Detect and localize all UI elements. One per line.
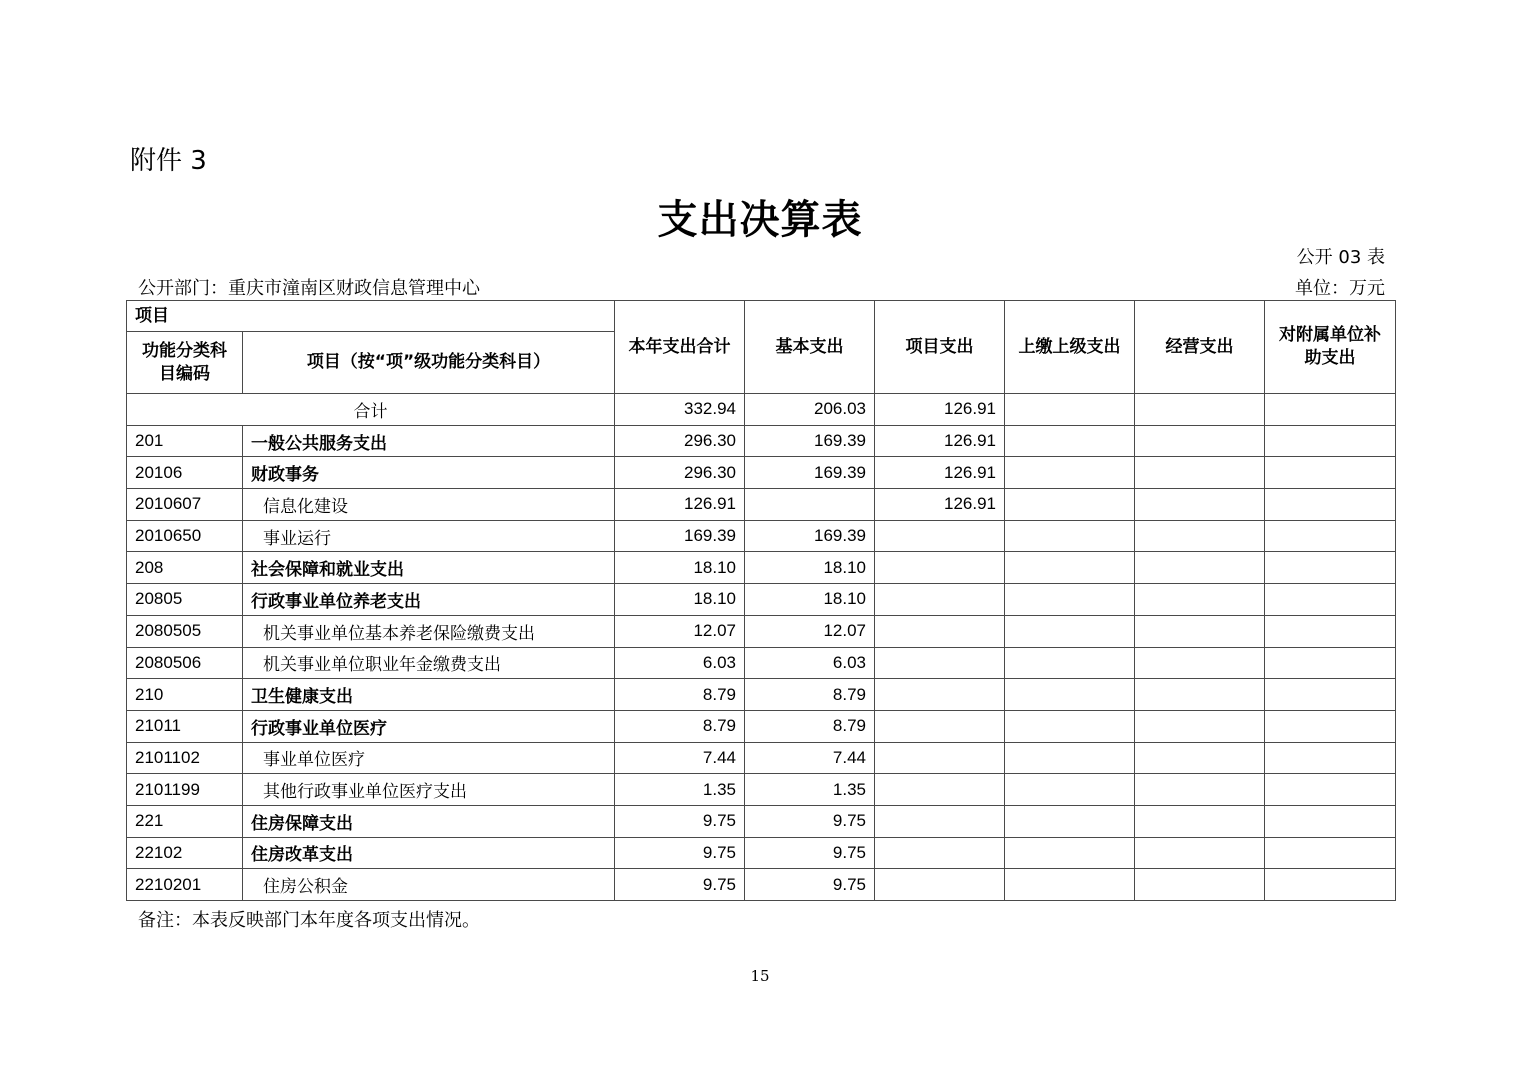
page-number: 15: [750, 967, 770, 985]
table-row: [127, 584, 1396, 616]
table-row: [127, 679, 1396, 711]
header-total: 本年支出合计: [615, 301, 745, 394]
row-subsidy: [1265, 869, 1396, 901]
row-code: 21011: [127, 710, 243, 742]
row-project: [875, 679, 1005, 711]
table-row: [127, 869, 1396, 901]
row-subsidy: [1265, 457, 1396, 489]
header-item: 项目: [127, 301, 615, 332]
department-label: 公开部门：重庆市潼南区财政信息管理中心: [138, 278, 480, 299]
row-remit: [1005, 710, 1135, 742]
header-name: 项目（按“项”级功能分类科目）: [243, 332, 615, 394]
row-subsidy: [1265, 520, 1396, 552]
row-subsidy: [1265, 584, 1396, 616]
row-code: 2101199: [127, 774, 243, 806]
row-operation: [1135, 584, 1265, 616]
row-basic: 7.44: [745, 742, 875, 774]
row-operation: [1135, 552, 1265, 584]
row-operation: [1135, 742, 1265, 774]
row-remit: [1005, 869, 1135, 901]
row-total: 7.44: [615, 742, 745, 774]
row-remit: [1005, 805, 1135, 837]
row-subsidy: [1265, 774, 1396, 806]
row-basic: 8.79: [745, 710, 875, 742]
row-operation: [1135, 805, 1265, 837]
row-total: 1.35: [615, 774, 745, 806]
row-subsidy: [1265, 742, 1396, 774]
row-code: 2210201: [127, 869, 243, 901]
total-remit: [1005, 394, 1135, 426]
row-project: [875, 520, 1005, 552]
total-label: 合计: [127, 394, 615, 426]
row-project: [875, 837, 1005, 869]
row-name: 其他行政事业单位医疗支出: [243, 774, 615, 806]
expenditure-table: [126, 300, 1396, 901]
row-name: 财政事务: [243, 457, 615, 489]
row-name: 行政事业单位医疗: [243, 710, 615, 742]
row-remit: [1005, 457, 1135, 489]
row-name: 卫生健康支出: [243, 679, 615, 711]
row-project: 126.91: [875, 489, 1005, 521]
row-basic: 169.39: [745, 457, 875, 489]
row-name: 一般公共服务支出: [243, 425, 615, 457]
row-operation: [1135, 869, 1265, 901]
row-code: 221: [127, 805, 243, 837]
row-total: 18.10: [615, 552, 745, 584]
row-total: 296.30: [615, 425, 745, 457]
total-amount: 332.94: [615, 394, 745, 426]
row-remit: [1005, 615, 1135, 647]
row-basic: 9.75: [745, 869, 875, 901]
table-row: [127, 647, 1396, 679]
row-code: 2101102: [127, 742, 243, 774]
row-total: 12.07: [615, 615, 745, 647]
table-row: [127, 615, 1396, 647]
row-code: 2080505: [127, 615, 243, 647]
row-operation: [1135, 425, 1265, 457]
row-project: [875, 742, 1005, 774]
header-remit: 上缴上级支出: [1005, 301, 1135, 394]
row-total: 9.75: [615, 837, 745, 869]
table-row: [127, 552, 1396, 584]
row-basic: 169.39: [745, 425, 875, 457]
row-project: [875, 805, 1005, 837]
table-row: [127, 489, 1396, 521]
row-subsidy: [1265, 647, 1396, 679]
row-operation: [1135, 457, 1265, 489]
table-row: [127, 837, 1396, 869]
row-name: 社会保障和就业支出: [243, 552, 615, 584]
row-name: 行政事业单位养老支出: [243, 584, 615, 616]
row-basic: 6.03: [745, 647, 875, 679]
row-name: 机关事业单位基本养老保险缴费支出: [243, 615, 615, 647]
row-remit: [1005, 425, 1135, 457]
row-project: 126.91: [875, 425, 1005, 457]
row-total: 296.30: [615, 457, 745, 489]
row-basic: 9.75: [745, 805, 875, 837]
row-code: 2080506: [127, 647, 243, 679]
row-remit: [1005, 489, 1135, 521]
row-total: 8.79: [615, 679, 745, 711]
row-code: 20805: [127, 584, 243, 616]
row-name: 机关事业单位职业年金缴费支出: [243, 647, 615, 679]
row-project: 126.91: [875, 457, 1005, 489]
row-remit: [1005, 774, 1135, 806]
row-code: 210: [127, 679, 243, 711]
row-subsidy: [1265, 425, 1396, 457]
row-code: 208: [127, 552, 243, 584]
row-basic: 12.07: [745, 615, 875, 647]
row-subsidy: [1265, 489, 1396, 521]
row-basic: 1.35: [745, 774, 875, 806]
table-note: 备注：本表反映部门本年度各项支出情况。: [138, 910, 480, 931]
table-row: [127, 425, 1396, 457]
row-name: 信息化建设: [243, 489, 615, 521]
row-total: 126.91: [615, 489, 745, 521]
row-basic: 18.10: [745, 552, 875, 584]
row-subsidy: [1265, 805, 1396, 837]
row-total: 18.10: [615, 584, 745, 616]
row-operation: [1135, 837, 1265, 869]
row-total: 6.03: [615, 647, 745, 679]
total-operation: [1135, 394, 1265, 426]
row-operation: [1135, 679, 1265, 711]
row-remit: [1005, 742, 1135, 774]
row-project: [875, 710, 1005, 742]
table-row: [127, 457, 1396, 489]
total-subsidy: [1265, 394, 1396, 426]
row-total: 169.39: [615, 520, 745, 552]
row-name: 住房保障支出: [243, 805, 615, 837]
row-basic: 8.79: [745, 679, 875, 711]
row-basic: 9.75: [745, 837, 875, 869]
row-total: 9.75: [615, 805, 745, 837]
row-code: 201: [127, 425, 243, 457]
table-row: [127, 774, 1396, 806]
row-subsidy: [1265, 710, 1396, 742]
row-code: 20106: [127, 457, 243, 489]
attachment-label: 附件 3: [130, 146, 207, 176]
row-project: [875, 869, 1005, 901]
row-name: 住房改革支出: [243, 837, 615, 869]
table-row: [127, 520, 1396, 552]
row-name: 事业运行: [243, 520, 615, 552]
total-project: 126.91: [875, 394, 1005, 426]
header-basic: 基本支出: [745, 301, 875, 394]
total-row: [127, 394, 1396, 426]
row-basic: [745, 489, 875, 521]
unit-label: 单位：万元: [1295, 278, 1385, 299]
row-operation: [1135, 774, 1265, 806]
row-name: 事业单位医疗: [243, 742, 615, 774]
row-subsidy: [1265, 837, 1396, 869]
header-subsidy: 对附属单位补助支出: [1265, 301, 1396, 394]
header-project: 项目支出: [875, 301, 1005, 394]
row-remit: [1005, 679, 1135, 711]
row-subsidy: [1265, 552, 1396, 584]
row-project: [875, 647, 1005, 679]
document-title: 支出决算表: [657, 196, 863, 243]
total-basic: 206.03: [745, 394, 875, 426]
table-row: [127, 805, 1396, 837]
row-remit: [1005, 520, 1135, 552]
row-total: 8.79: [615, 710, 745, 742]
row-project: [875, 774, 1005, 806]
row-subsidy: [1265, 615, 1396, 647]
row-project: [875, 552, 1005, 584]
table-row: [127, 742, 1396, 774]
row-basic: 169.39: [745, 520, 875, 552]
row-operation: [1135, 647, 1265, 679]
row-operation: [1135, 489, 1265, 521]
row-remit: [1005, 837, 1135, 869]
row-code: 2010650: [127, 520, 243, 552]
row-project: [875, 615, 1005, 647]
row-name: 住房公积金: [243, 869, 615, 901]
row-operation: [1135, 710, 1265, 742]
row-code: 2010607: [127, 489, 243, 521]
row-basic: 18.10: [745, 584, 875, 616]
row-code: 22102: [127, 837, 243, 869]
header-operation: 经营支出: [1135, 301, 1265, 394]
row-operation: [1135, 520, 1265, 552]
row-remit: [1005, 552, 1135, 584]
row-operation: [1135, 615, 1265, 647]
row-subsidy: [1265, 679, 1396, 711]
header-code: 功能分类科目编码: [127, 332, 243, 394]
row-remit: [1005, 647, 1135, 679]
table-row: [127, 710, 1396, 742]
form-code: 公开 03 表: [1296, 247, 1385, 268]
row-project: [875, 584, 1005, 616]
row-remit: [1005, 584, 1135, 616]
row-total: 9.75: [615, 869, 745, 901]
